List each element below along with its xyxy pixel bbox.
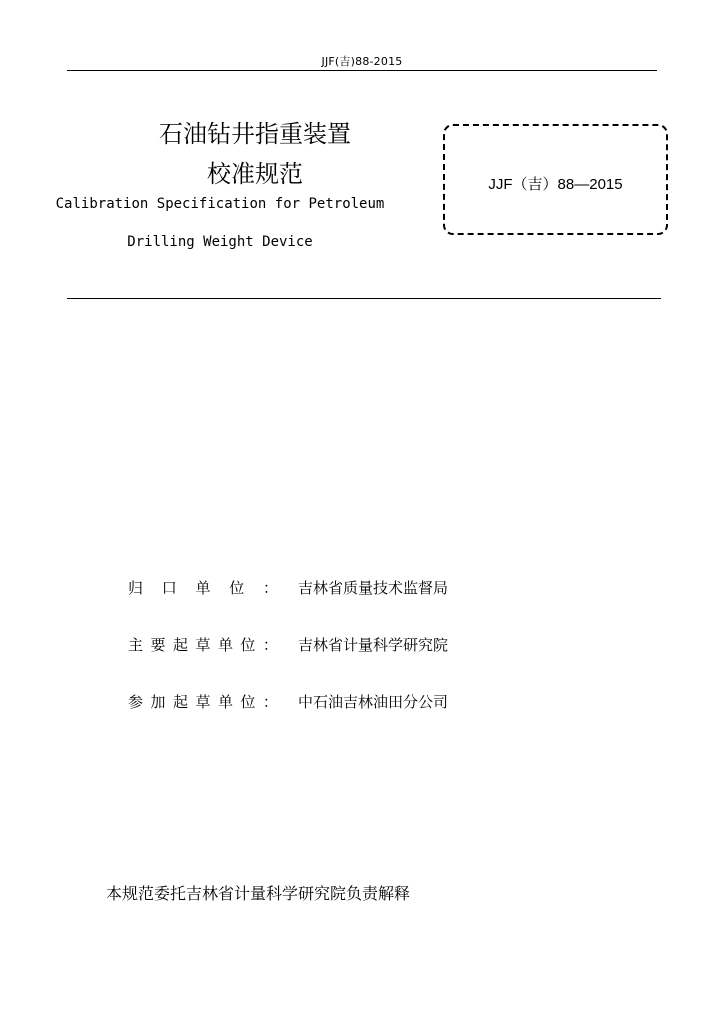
label-char: 单 [195, 579, 211, 597]
org-label-participating-drafter [128, 691, 278, 712]
label-char: 位 [240, 693, 256, 711]
title-rule [67, 298, 661, 299]
label-char: 起 [172, 636, 188, 654]
org-label-main-drafter [128, 634, 278, 655]
label-char: ： [262, 636, 278, 654]
label-char: 口 [161, 579, 177, 597]
label-char: 草 [195, 636, 211, 654]
interpretation-note: 本规范委托吉林省计量科学研究院负责解释 [106, 884, 411, 903]
label-char: 单 [217, 636, 233, 654]
label-char: 主 [128, 636, 144, 654]
title-cn-line1: 石油钻井指重装置 [159, 120, 351, 148]
label-char: ： [262, 693, 278, 711]
label-char: 参 [128, 693, 144, 711]
header-code: JJF(吉)88-2015 [321, 55, 403, 68]
org-value-participating-drafter: 中石油吉林油田分公司 [298, 693, 449, 711]
title-en-line2: Drilling Weight Device [127, 234, 313, 250]
label-char: 要 [150, 636, 166, 654]
header-rule [67, 70, 657, 71]
label-char: ： [262, 579, 278, 597]
label-char: 归 [128, 579, 144, 597]
label-char: 位 [240, 636, 256, 654]
label-char: 加 [150, 693, 166, 711]
org-value-responsible: 吉林省质量技术监督局 [298, 579, 449, 597]
standard-code: JJF（吉）88—2015 [488, 176, 623, 193]
label-char: 位 [229, 579, 245, 597]
title-en-line1: Calibration Specification for Petroleum [55, 196, 385, 212]
label-char: 起 [172, 693, 188, 711]
org-value-main-drafter: 吉林省计量科学研究院 [298, 636, 449, 654]
label-char: 草 [195, 693, 211, 711]
label-char: 单 [217, 693, 233, 711]
org-label-responsible [128, 577, 278, 598]
title-cn-line2: 校准规范 [207, 160, 303, 188]
